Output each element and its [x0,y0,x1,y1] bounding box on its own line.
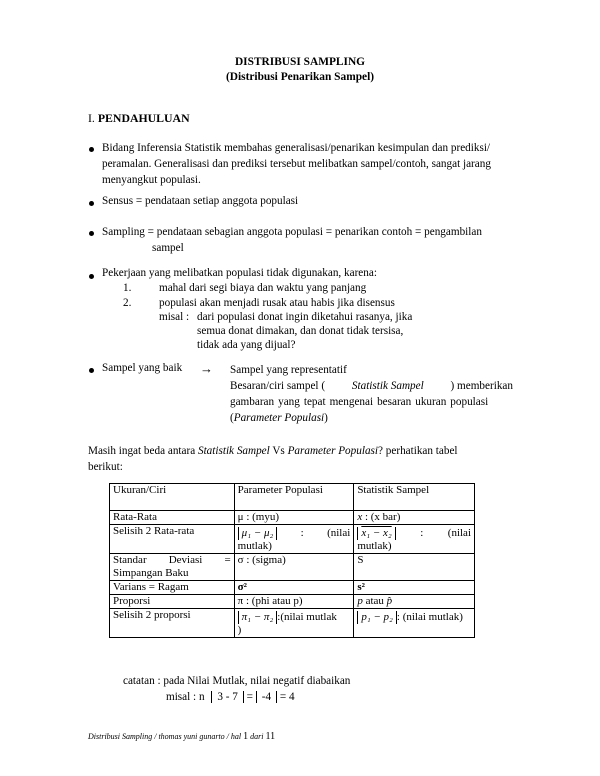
text-line: sampel [152,242,184,254]
abs-p-diff: p₁ − p₂ [357,611,397,624]
note-example [166,691,295,703]
header-cell: Parameter Populasi [234,484,354,511]
table-cell [234,595,354,609]
cell-text: (nilai [327,527,351,539]
arrow-icon: → [200,361,213,376]
p-bar-symbol: $\overline{p}$ [357,595,363,607]
bullet-dot [89,368,94,373]
list-number: 1. [123,282,132,294]
text-line: peramalan. Generalisasi dan prediksi tersebut melibatkan sampel/contoh, sangat jarang [102,158,491,170]
note-label: misal : n [166,691,205,703]
bullet-sampling [102,224,522,256]
bullet-inferensia [102,140,522,188]
table-cell: Selisih 2 proporsi [110,609,235,638]
table-cell [234,511,354,525]
table-cell [234,609,354,638]
header-cell: Ukuran/Ciri [110,484,235,511]
cell-text: : (phi atau p) [243,595,303,607]
cell-text: : (x bar) [362,511,401,523]
abs-mu-diff: μ₁ − μ₂ [238,527,278,540]
list-item: mahal dari segi biaya dan waktu yang panjang [159,282,367,294]
text-line [230,378,513,394]
header-cell: Statistik Sampel [354,484,475,511]
bullet-dot [89,147,94,152]
cell-text: atau [362,595,387,607]
table-intro [88,443,513,475]
bullet-pekerjaan: Pekerjaan yang melibatkan populasi tidak digunakan, karena: [102,267,377,279]
abs-value: 3 - 7 [211,691,244,703]
misal-line: dari populasi donat ingin diketahui rasanya, jika [197,311,413,323]
note-result: = 4 [279,691,295,703]
cell-text: mutlak) [357,540,392,552]
table-row [110,525,475,554]
text-line [88,443,513,459]
cell-text: : [300,527,304,539]
sampel-baik-description [230,362,513,426]
bullet-dot [89,231,94,236]
comparison-table [109,483,475,638]
table-row [110,595,475,609]
text-italic: Statistik Sampel [351,380,424,392]
page-number: 1 [243,731,249,742]
pi-symbol: π [237,595,244,607]
cell-text: mutlak) [237,540,272,552]
sampel-baik-label: Sampel yang baik [102,362,183,374]
text-italic: Parameter Populasi [287,445,379,457]
table-cell: S [354,554,475,581]
footer-of: dari [250,732,264,741]
table-cell [354,595,475,609]
misal-line: tidak ada yang dijual? [197,339,296,351]
text-line: gambaran yang tepat mengenai besaran ukuran populasi [230,396,489,408]
list-item: populasi akan menjadi rusak atau habis jika disensus [159,297,395,309]
cell-text: Deviasi [168,554,203,566]
table-cell: Selisih 2 Rata-rata [110,525,235,554]
table-cell [234,525,354,554]
text-italic: Statistik Sampel [197,445,270,457]
cell-text: ) [237,624,242,636]
text-segment: Vs [269,445,288,457]
table-cell: Proporsi [110,595,235,609]
table-cell: s² [354,581,475,595]
cell-text: Simpangan Baku [113,567,189,579]
bullet-dot [89,201,94,206]
page-footer [88,731,275,742]
section-heading [88,111,190,126]
text-segment: Masih ingat beda antara [88,445,198,457]
document-subtitle: (Distribusi Penarikan Sampel) [225,71,375,83]
table-header-row [110,484,475,511]
cell-text: : (nilai mutlak) [396,611,463,623]
note-line: catatan : pada Nilai Mutlak, nilai negatif diabaikan [123,675,351,687]
text-segment: ( [230,412,234,424]
list-number: 2. [123,297,132,309]
p-hat-symbol: p̂ [386,595,393,607]
misal-line: semua donat dimakan, dan donat tidak tersisa, [197,325,404,337]
table-cell [234,554,354,581]
text-line: berikut: [88,461,123,473]
text-line [230,410,513,426]
bullet-sensus: Sensus = pendataan setiap anggota populasi [102,195,299,207]
document-title: DISTRIBUSI SAMPLING [234,56,366,68]
footer-text: Distribusi Sampling / thomas yuni gunarto / hal [88,732,242,741]
bullet-dot [89,274,94,279]
cell-text: = [224,554,231,566]
table-cell [354,609,475,638]
text-segment: ) memberikan [450,380,513,392]
text-line: Sampel yang representatif [230,364,347,376]
abs-xbar-diff: x₁ − x₂ [357,527,395,540]
mu-symbol: μ [237,511,244,523]
page-total: 11 [265,731,276,742]
table-cell [354,511,475,525]
cell-text: Standar [113,554,147,566]
cell-text: (nilai [447,527,471,539]
table-cell: Varians = Ragam [110,581,235,595]
text-segment: Besaran/ciri sampel ( [230,380,326,392]
text-line: Sampling = pendataan sebagian anggota populasi = penarikan contoh = pengambilan [102,226,482,238]
table-row [110,609,475,638]
x-bar-symbol: $\overline{x}$ [357,511,363,523]
misal-label: misal : [159,311,190,323]
abs-value: -4 [256,691,277,703]
table-cell [110,554,235,581]
text-line: Bidang Inferensia Statistik membahas generalisasi/penarikan kesimpulan dan prediksi/ [102,142,491,154]
text-segment: ) [324,412,328,424]
cell-text: : (myu) [243,511,280,523]
section-title: PENDAHULUAN [97,111,190,125]
table-row [110,511,475,525]
text-segment: ? perhatikan tabel [378,445,458,457]
text-line: menyangkut populasi. [102,174,201,186]
table-cell: σ² [234,581,354,595]
note-equals: = [246,691,253,703]
table-row [110,554,475,581]
table-cell [354,525,475,554]
abs-pi-diff: π₁ − π₂ [238,611,278,624]
text-italic: Parameter Populasi [233,412,325,424]
cell-text: : [420,527,424,539]
table-row [110,581,475,595]
section-number: I. [88,111,95,125]
cell-text: : (sigma) [243,554,286,566]
cell-text: :(nilai mutlak [277,611,337,623]
table-cell: Rata-Rata [110,511,235,525]
sigma-symbol: σ [237,554,244,566]
